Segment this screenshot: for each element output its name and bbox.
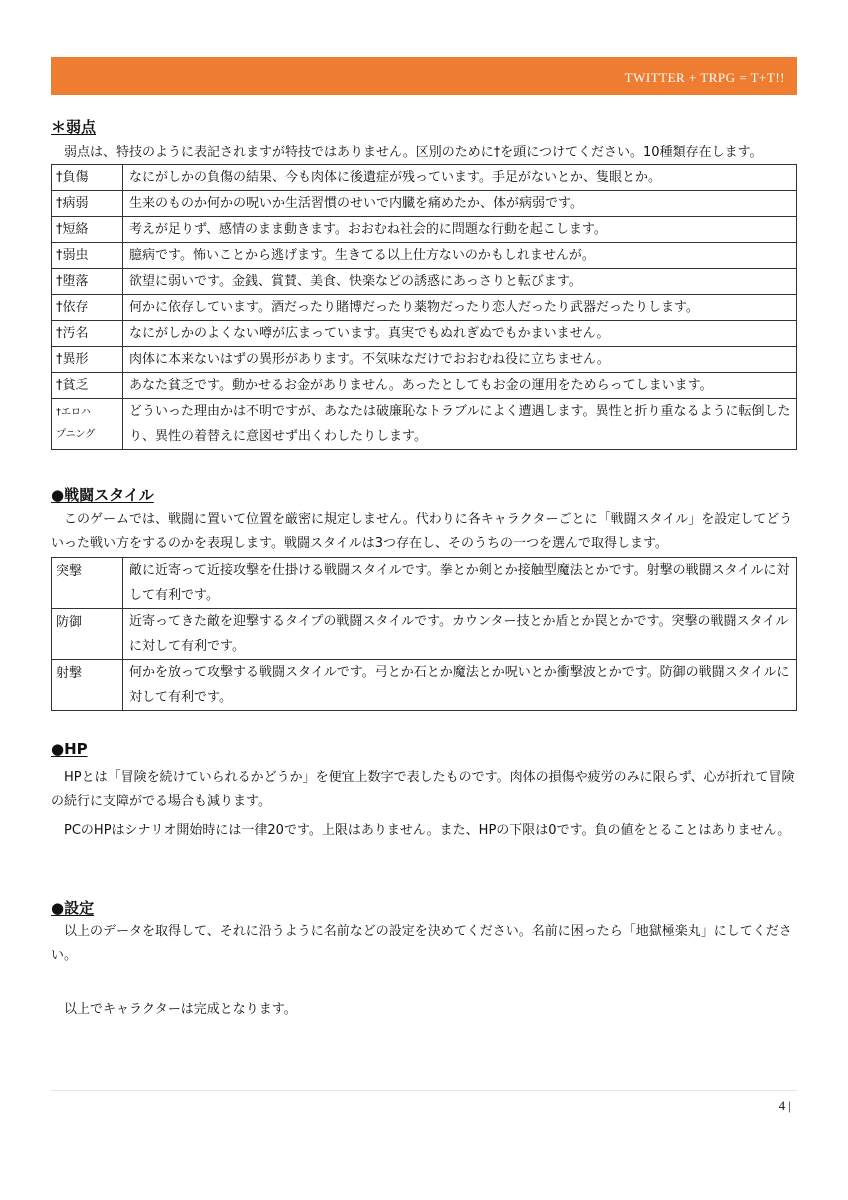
weakness-intro: 弱点は、特技のように表記されますが特技ではありません。区別のために†を頭につけてください。10種類存在します。 xyxy=(64,145,763,160)
table-row xyxy=(52,217,797,243)
combat-intro: このゲームでは、戦闘に置いて位置を厳密に規定しません。代わりに各キャラクターごとに「戦闘スタイル」を設定してどういった戦い方をするのかを表現します。戦闘スタイルは3つ存在し、そのうちの一つを選んで取得します。 xyxy=(51,512,793,551)
header-title: TWITTER + TRPG = T+T!! xyxy=(624,70,785,85)
weakness-name: †異形 xyxy=(52,347,123,373)
hp-heading: ●HP xyxy=(51,740,88,758)
table-row xyxy=(52,191,797,217)
weakness-desc: 生来のものか何かの呪いか生活習慣のせいで内臓を痛めたか、体が病弱です。 xyxy=(123,191,797,217)
combat-name: 防御 xyxy=(52,609,123,660)
weakness-name: †貧乏 xyxy=(52,373,123,399)
weakness-name-line: プニング xyxy=(56,429,96,440)
combat-table xyxy=(51,557,797,711)
weakness-desc: 考えが足りず、感情のまま動きます。おおむね社会的に問題な行動を起こします。 xyxy=(123,217,797,243)
hp-paragraph-1: HPとは「冒険を続けていられるかどうか」を便宜上数字で表したものです。肉体の損傷や疲労のみに限らず、心が折れて冒険の続行に支障がでる場合も減ります。 xyxy=(51,770,795,809)
weakness-desc: なにがしかの負傷の結果、今も肉体に後遺症が残っています。手足がないとか、隻眼とか。 xyxy=(123,165,797,191)
combat-name: 射撃 xyxy=(52,660,123,711)
combat-desc: 近寄ってきた敵を迎撃するタイプの戦闘スタイルです。カウンター技とか盾とか罠とかです。突撃の戦闘スタイルに対して有利です。 xyxy=(123,609,797,660)
combat-desc: 敵に近寄って近接攻撃を仕掛ける戦闘スタイルです。拳とか剣とか接触型魔法とかです。射撃の戦闘スタイルに対して有利です。 xyxy=(123,558,797,609)
weakness-desc: 臆病です。怖いことから逃げます。生きてる以上仕方ないのかもしれませんが。 xyxy=(123,243,797,269)
weakness-desc: なにがしかのよくない噂が広まっています。真実でもぬれぎぬでもかまいません。 xyxy=(123,321,797,347)
weakness-table xyxy=(51,164,797,450)
settings-paragraph-2: 以上でキャラクターは完成となります。 xyxy=(64,1002,297,1017)
weakness-name: †短絡 xyxy=(52,217,123,243)
weakness-desc: 欲望に弱いです。金銭、賞賛、美食、快楽などの誘惑にあっさりと転びます。 xyxy=(123,269,797,295)
weakness-desc: どういった理由かは不明ですが、あなたは破廉恥なトラブルによく遭遇します。異性と折り重なるように転倒したり、異性の着替えに意図せず出くわしたりします。 xyxy=(123,399,797,450)
hp-paragraph-2: PCのHPはシナリオ開始時には一律20です。上限はありません。また、HPの下限は0です。負の値をとることはありません。 xyxy=(64,823,791,838)
weakness-desc: 何かに依存しています。酒だったり賭博だったり薬物だったり恋人だったり武器だったりします。 xyxy=(123,295,797,321)
weakness-name: †弱虫 xyxy=(52,243,123,269)
table-row xyxy=(52,373,797,399)
weakness-desc: あなた貧乏です。動かせるお金がありません。あったとしてもお金の運用をためらってしまいます。 xyxy=(123,373,797,399)
weakness-name: †負傷 xyxy=(52,165,123,191)
combat-desc: 何かを放って攻撃する戦闘スタイルです。弓とか石とか魔法とか呪いとか衝撃波とかです。防御の戦闘スタイルに対して有利です。 xyxy=(123,660,797,711)
table-row xyxy=(52,609,797,660)
page-number: 4 | xyxy=(778,1098,791,1113)
table-row xyxy=(52,399,797,450)
table-row xyxy=(52,295,797,321)
table-row xyxy=(52,243,797,269)
weakness-name: †堕落 xyxy=(52,269,123,295)
settings-heading: ●設定 xyxy=(51,899,95,917)
header-bar xyxy=(51,57,797,95)
table-row xyxy=(52,558,797,609)
weakness-name-line: †エロハ xyxy=(56,407,91,418)
combat-heading: ●戦闘スタイル xyxy=(51,486,154,504)
table-row xyxy=(52,269,797,295)
settings-paragraph-1: 以上のデータを取得して、それに沿うように名前などの設定を決めてください。名前に困ったら「地獄極楽丸」にしてください。 xyxy=(51,924,792,963)
table-row xyxy=(52,660,797,711)
weakness-desc: 肉体に本来ないはずの異形があります。不気味なだけでおおむね役に立ちません。 xyxy=(123,347,797,373)
table-row xyxy=(52,347,797,373)
weakness-name: †汚名 xyxy=(52,321,123,347)
combat-name: 突撃 xyxy=(52,558,123,609)
weakness-name: †病弱 xyxy=(52,191,123,217)
footer-divider xyxy=(51,1090,797,1091)
table-row xyxy=(52,165,797,191)
weakness-name: †依存 xyxy=(52,295,123,321)
weakness-name xyxy=(52,399,123,450)
table-row xyxy=(52,321,797,347)
weakness-heading: ＊弱点 xyxy=(51,118,97,136)
